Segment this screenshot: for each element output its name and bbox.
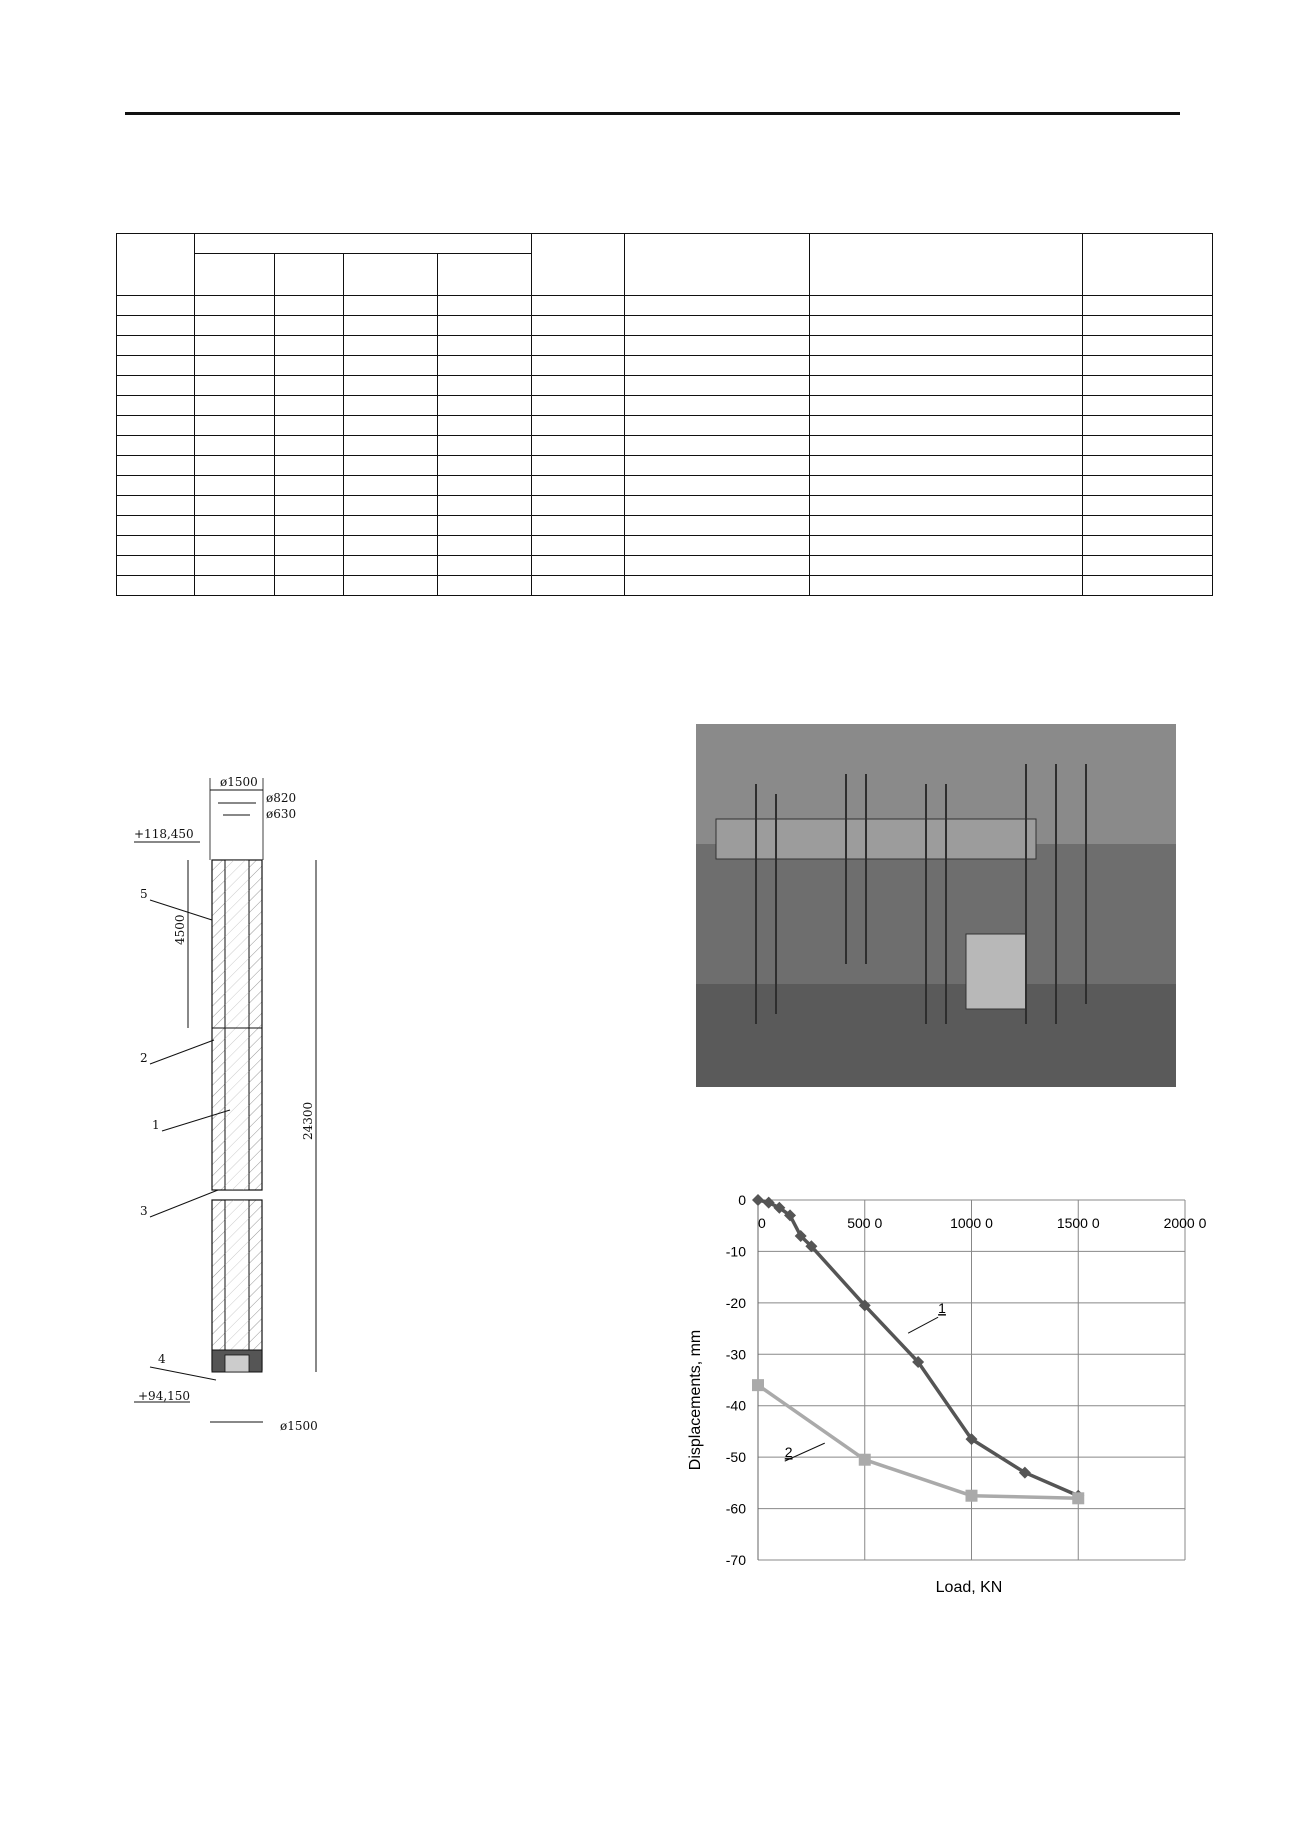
data-point — [859, 1454, 871, 1466]
table-row — [117, 556, 1213, 576]
load-displacement-chart — [680, 1180, 1240, 1610]
table-row — [117, 296, 1213, 316]
table-row — [117, 456, 1213, 476]
y-tick-label: 0 — [738, 1192, 746, 1208]
site-photo — [696, 724, 1176, 1087]
y-tick-label: -30 — [725, 1346, 746, 1363]
x-tick-label: 0 — [758, 1215, 766, 1231]
y-tick-label: -10 — [725, 1243, 746, 1260]
x-tick-label: 500 0 — [847, 1215, 883, 1231]
data-point — [752, 1379, 764, 1391]
callout-4: 4 — [158, 1352, 166, 1366]
header-rule — [125, 112, 1180, 115]
table-row — [117, 336, 1213, 356]
table-row — [117, 436, 1213, 456]
series-label: 1 — [938, 1300, 946, 1317]
table-row — [117, 576, 1213, 596]
table-row — [117, 476, 1213, 496]
data-point — [1072, 1492, 1084, 1504]
empty-table — [116, 233, 1213, 596]
data-point — [966, 1490, 978, 1502]
data-point — [752, 1194, 764, 1206]
table-row — [117, 396, 1213, 416]
elev-bottom: +94,150 — [138, 1389, 191, 1403]
x-axis-label: Load, KN — [935, 1579, 1003, 1596]
pile-section-drawing — [120, 770, 340, 1440]
callout-5: 5 — [140, 887, 148, 901]
elev-top: +118,450 — [134, 827, 194, 841]
series-label: 2 — [784, 1444, 793, 1461]
table-row — [117, 356, 1213, 376]
table-row — [117, 376, 1213, 396]
len-upper: 4500 — [173, 914, 187, 945]
chart-grid — [758, 1200, 1185, 1560]
len-total: 24300 — [301, 1101, 315, 1140]
table-row — [117, 416, 1213, 436]
y-tick-label: -70 — [725, 1552, 746, 1568]
table-row — [117, 536, 1213, 556]
y-tick-label: -20 — [725, 1294, 746, 1311]
y-axis-label: Displacements, mm — [687, 1329, 704, 1471]
dia-820: ø820 — [266, 791, 297, 805]
table-row — [117, 316, 1213, 336]
callout-1: 1 — [152, 1118, 160, 1132]
callout-2: 2 — [140, 1051, 148, 1065]
data-point — [763, 1197, 775, 1209]
y-tick-label: -40 — [725, 1397, 746, 1414]
table-row — [117, 496, 1213, 516]
series-line-2 — [758, 1385, 1078, 1498]
dia-1500-bottom: ø1500 — [280, 1419, 318, 1433]
x-tick-label: 1000 0 — [950, 1215, 993, 1231]
y-tick-label: -50 — [725, 1449, 746, 1466]
table-row — [117, 516, 1213, 536]
x-tick-label: 2000 0 — [1163, 1215, 1207, 1231]
dia-630: ø630 — [266, 807, 297, 821]
callout-3: 3 — [140, 1204, 148, 1218]
y-tick-label: -60 — [725, 1500, 746, 1517]
dia-1500-top: ø1500 — [220, 775, 258, 789]
x-tick-label: 1500 0 — [1056, 1215, 1100, 1231]
